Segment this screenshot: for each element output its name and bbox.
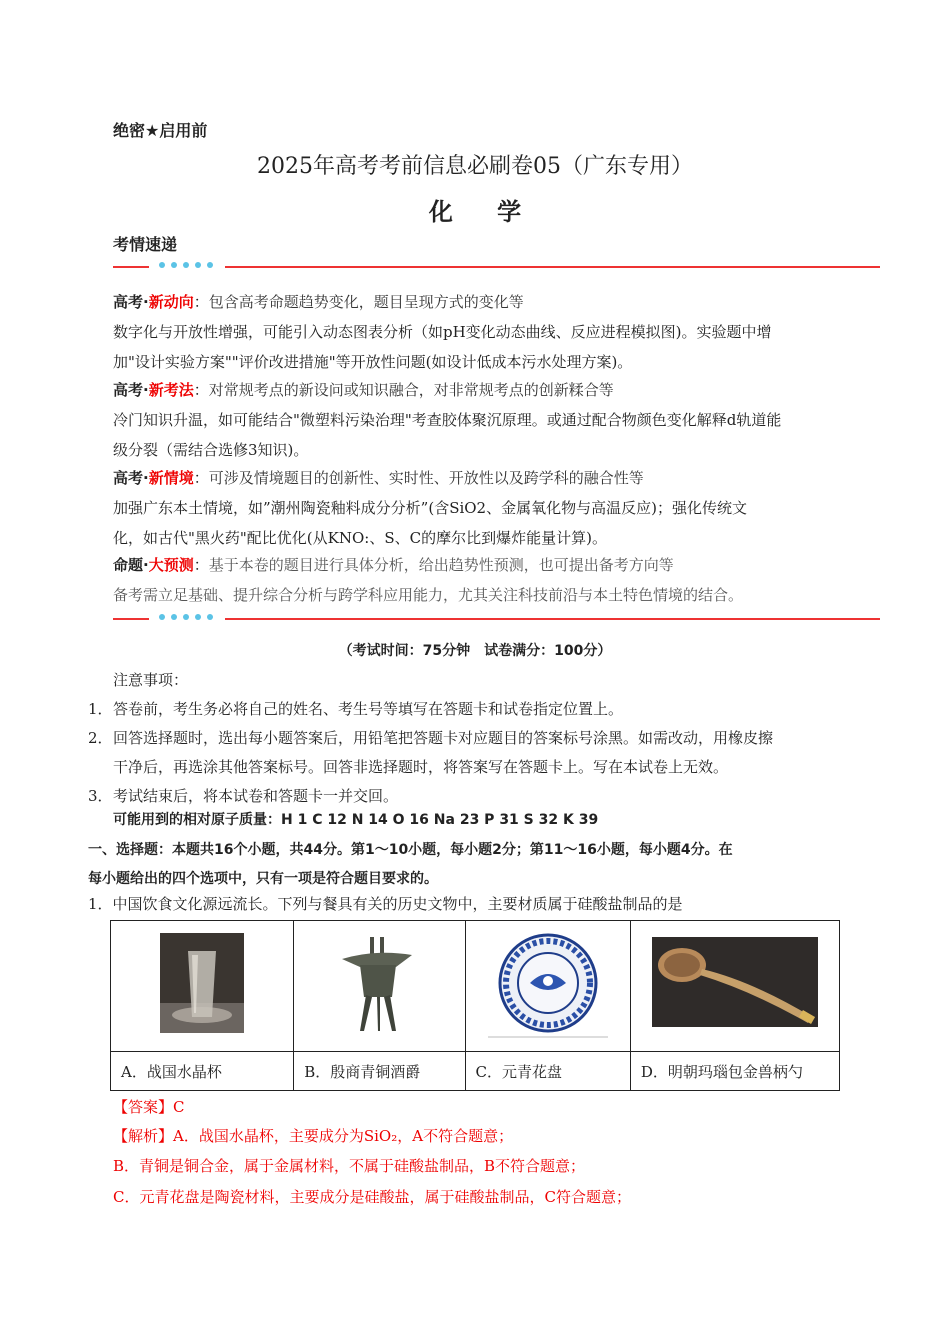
crystal-cup-image xyxy=(160,933,244,1033)
question-1-stem: 1．中国饮食文化源远流长。下列与餐具有关的历史文物中，主要材质属于硅酸盐制品的是 xyxy=(88,895,683,913)
notes-list xyxy=(88,695,878,811)
divider-top xyxy=(113,260,880,274)
option-a-image-cell xyxy=(111,921,294,1052)
exam-time-info: （考试时间：75分钟 试卷满分：100分） xyxy=(338,643,612,659)
option-a-label: A．战国水晶杯 xyxy=(111,1052,294,1091)
secret-mark: 绝密★启用前 xyxy=(113,121,208,140)
agate-spoon-image xyxy=(652,937,818,1027)
briefing-item-method: 高考·新考法：对常规考点的新设问或知识融合，对非常规考点的创新糅合等 冷门知识升温，如可能结合"微塑料污染治理"考查胶体聚沉原理。或通过配合物颜色变化解释d轨道能 级分裂（需结合选修3知识)。 xyxy=(113,381,782,459)
section-one-instructions: 一、选择题：本题共16个小题，共44分。第1～10小题，每小题2分；第11～16小题，每小题4分。在 每小题给出的四个选项中，只有一项是符合题目要求的。 xyxy=(88,842,733,887)
analysis-line-c: C．元青花盘是陶瓷材料，主要成分是硅酸盐，属于硅酸盐制品，C符合题意； xyxy=(113,1188,631,1206)
note-item: 3． 考试结束后，将本试卷和答题卡一并交回。 xyxy=(88,787,399,805)
divider-bottom xyxy=(113,612,880,626)
option-d-label: D．明朝玛瑙包金兽柄勺 xyxy=(630,1052,839,1091)
option-b-label: B．殷商青铜酒爵 xyxy=(294,1052,465,1091)
option-c-image-cell xyxy=(465,921,630,1052)
note-item: 2． 回答选择题时，选出每小题答案后，用铅笔把答题卡对应题目的答案标号涂黑。如需改动，用橡皮擦 干净后，再选涂其他答案标号。回答非选择题时，将答案写在答题卡上。写在本试卷上无效。 xyxy=(88,729,774,776)
bronze-jue-image xyxy=(336,933,416,1037)
notes-heading: 注意事项： xyxy=(113,671,189,689)
note-item: 1． 答卷前，考生务必将自己的姓名、考生号等填写在答题卡和试卷指定位置上。 xyxy=(88,700,624,718)
option-c-label: C．元青花盘 xyxy=(465,1052,630,1091)
answer-text: 【答案】C xyxy=(113,1098,185,1116)
blue-white-plate-image xyxy=(488,931,608,1039)
briefing-item-context: 高考·新情境：可涉及情境题目的创新性、实时性、开放性以及跨学科的融合性等 加强广东本土情境，如”潮州陶瓷釉料成分分析”(含SiO2、金属氧化物与高温反应)；强化传统文 化，如古代"黑火药"配比优化(从KNO:、S、C的摩尔比到爆炸能量计算)。 xyxy=(113,469,747,547)
briefing-item-prediction: 命题·大预测：基于本卷的题目进行具体分析，给出趋势性预测，也可提出备考方向等 备考需立足基础、提升综合分析与跨学科应用能力，尤其关注科技前沿与本土特色情境的结合。 xyxy=(113,556,744,604)
analysis-line-a: 【解析】A．战国水晶杯，主要成分为SiO₂，A不符合题意； xyxy=(113,1127,514,1145)
atomic-masses: 可能用到的相对原子质量：H 1 C 12 N 14 O 16 Na 23 P 31 S 32 K 39 xyxy=(113,812,599,828)
analysis-line-b: B．青铜是铜合金，属于金属材料，不属于硅酸盐制品，B不符合题意； xyxy=(113,1157,586,1175)
paper-title: 2025年高考考前信息必刷卷05（广东专用） xyxy=(257,154,693,179)
option-b-image-cell xyxy=(294,921,465,1052)
subject-title: 化 学 xyxy=(428,197,540,226)
option-d-image-cell xyxy=(630,921,839,1052)
options-table xyxy=(110,920,840,1091)
briefing-item-trend: 高考·新动向：包含高考命题趋势变化，题目呈现方式的变化等 数字化与开放性增强，可能引入动态图表分析（如pH变化动态曲线、反应进程模拟图)。实验题中增 加"设计实验方案""评价改进措施"等开放性问题(如设计低成本污水处理方案)。 xyxy=(113,293,772,371)
briefing-heading: 考情速递 xyxy=(113,235,178,254)
